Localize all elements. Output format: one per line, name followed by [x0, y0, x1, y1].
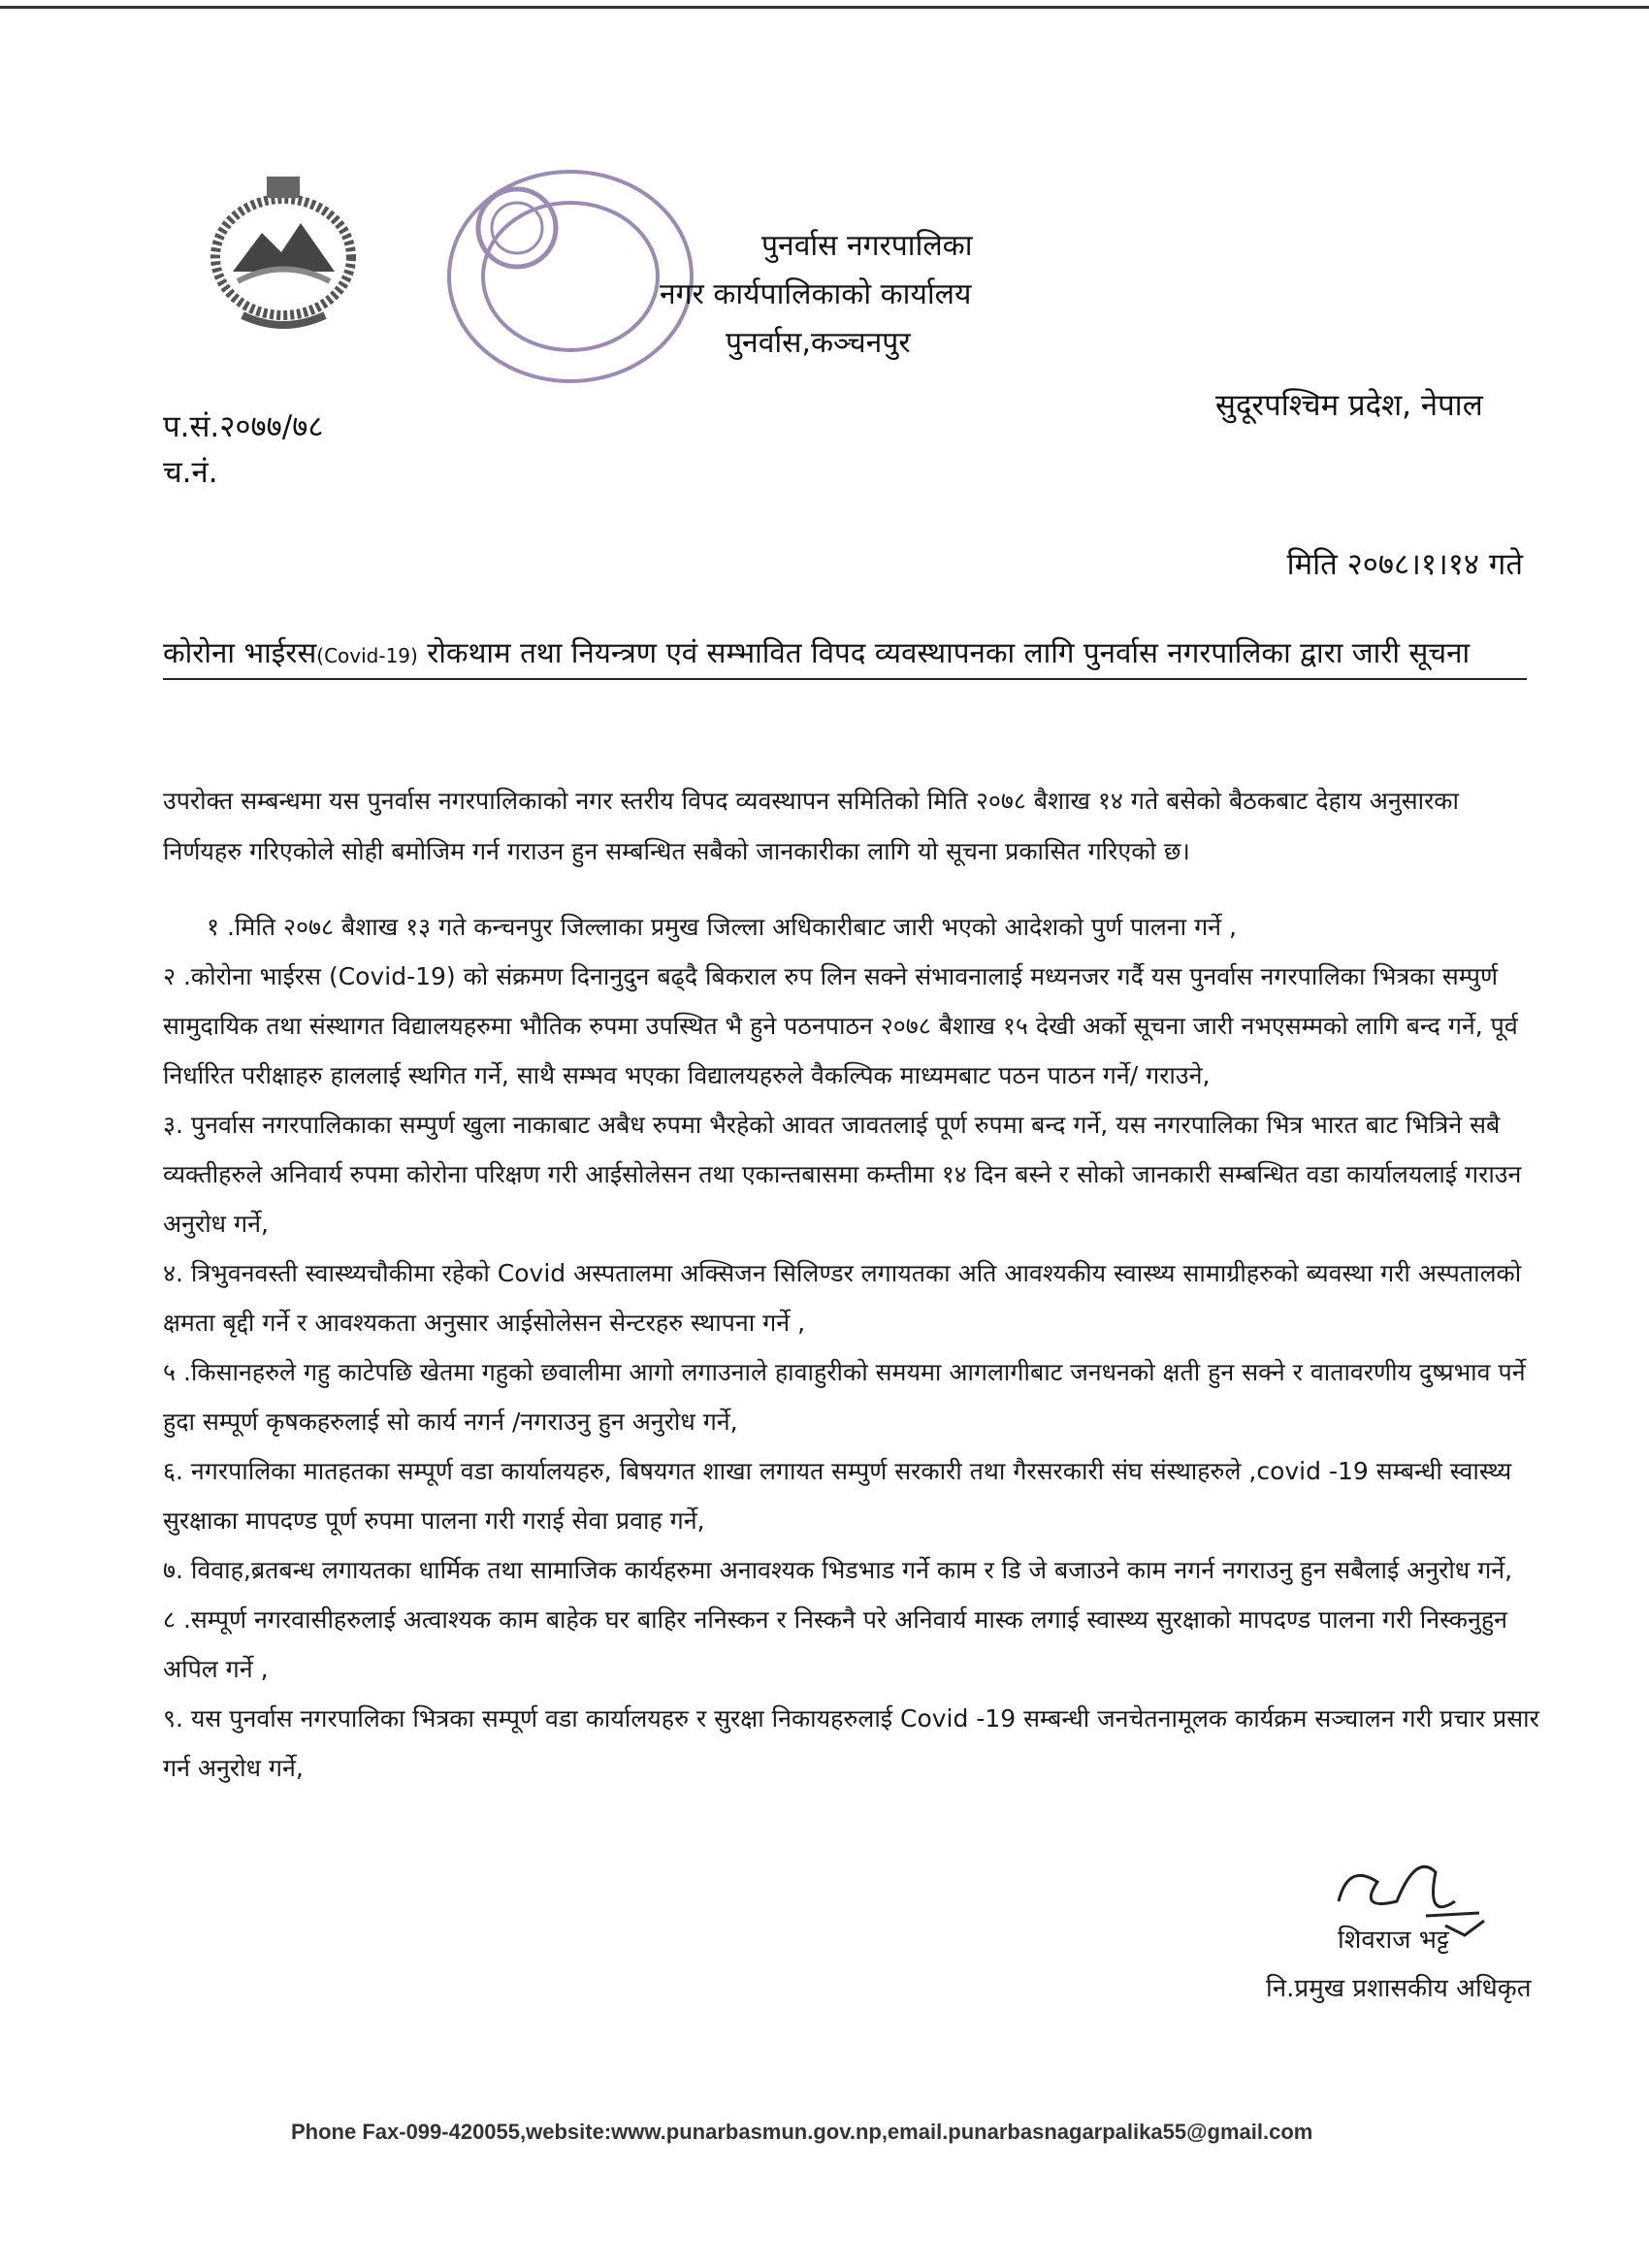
- decision-item-7: ७. विवाह,ब्रतबन्ध लगायतका धार्मिक तथा सामाजिक कार्यहरुमा अनावश्यक भिडभाड गर्ने काम र डि जे बजाउने काम नगर्न नगराउनु हुन सबैलाई अनुरोध गर्ने,: [163, 1556, 1513, 1584]
- intro-paragraph: उपरोक्त सम्बन्धमा यस पुनर्वास नगरपालिकाको नगर स्तरीय विपद व्यवस्थापन समितिको मिति २०७८ बैशाख १४ गते बसेको बैठकबाट देहाय अनुसारका निर्णयहरु गरिएकोले सोही बमोजिम गर्न गराउन हुन सम्बन्धित सबैको जानकारीका लागि यो सूचना प्रकासित गरिएको छ।: [163, 787, 1459, 865]
- signatory-title: नि.प्रमुख प्रशासकीय अधिकृत: [1266, 1974, 1532, 2003]
- signatory-name: शिवराज भट्ट: [1338, 1926, 1449, 1955]
- decision-item-6: ६. नगरपालिका मातहतका सम्पूर्ण वडा कार्यालयहरु, बिषयगत शाखा लगायत सम्पुर्ण सरकारी तथा गैरसरकारी संघ संस्थाहरुले ,covid -19 सम्बन्धी स्वास्थ्य सुरक्षाका मापदण्ड पूर्ण रुपमा पालना गरी गराई सेवा प्रवाह गर्ने,: [163, 1457, 1512, 1535]
- notice-subject: [163, 632, 1527, 680]
- org-name: पुनर्वास नगरपालिका: [761, 229, 973, 263]
- notice-date: मिति २०७८।१।१४ गते: [1286, 547, 1523, 582]
- decision-item-4: ४. त्रिभुवनवस्ती स्वास्थ्यचौकीमा रहेको Covid अस्पतालमा अक्सिजन सिलिण्डर लगायतका अति आवश्यकीय स्वास्थ्य सामाग्रीहरुको ब्यवस्था गरी अस्पतालको क्षमता बृद्दी गर्ने र आवश्यकता अनुसार आईसोलेसन सेन्टरहरु स्थापना गर्ने ,: [163, 1259, 1522, 1337]
- office-name: नगर कार्यपालिकाको कार्यालय: [660, 277, 972, 311]
- letter-number: प.सं.२०७७/७८: [163, 409, 324, 444]
- contact-footer: Phone Fax-099-420055,website:www.punarbasmun.gov.np,email.punarbasnagarpalika55@gmail.com: [291, 2120, 1313, 2144]
- decision-item-8: ८ .सम्पूर्ण नगरवासीहरुलाई अत्वाश्यक काम बाहेक घर बाहिर ननिस्कन र निस्कनै परे अनिवार्य मास्क लगाई स्वास्थ्य सुरक्षाको मापदण्ड पालना गरी निस्कनुहुन अपिल गर्ने ,: [163, 1605, 1508, 1683]
- decision-item-9: ९. यस पुनर्वास नगरपालिका भित्रका सम्पूर्ण वडा कार्यालयहरु र सुरक्षा निकायहरुलाई Covid -19 सम्बन्धी जनचेतनामूलक कार्यक्रम सञ्चालन गरी प्रचार प्रसार गर्न अनुरोध गर्ने,: [163, 1704, 1539, 1782]
- decision-list: [163, 902, 1540, 1793]
- nepal-emblem-logo: [199, 165, 369, 335]
- office-address: पुनर्वास,कञ्चनपुर: [726, 326, 911, 360]
- decision-item-2: २ .कोरोना भाईरस (Covid-19) को संक्रमण दिनानुदुन बढ्दै बिकराल रुप लिन सक्ने संभावनालाई मध्यनजर गर्दै यस पुनर्वास नगरपालिका भित्रका सम्पुर्ण सामुदायिक तथा संस्थागत विद्यालयहरुमा भौतिक रुपमा उपस्थित भै हुने पठनपाठन २०७८ बैशाख १५ देखी अर्को सूचना जारी नभएसम्मको लागि बन्द गर्ने, पूर्व निर्धारित परीक्षाहरु हाललाई स्थगित गर्ने, साथै सम्भव भएका विद्यालयहरुले वैकल्पिक माध्यमबाट पठन पाठन गर्ने/ गराउने,: [163, 962, 1518, 1089]
- subject-covid-tag: (Covid-19): [316, 644, 418, 667]
- subject-part-2: रोकथाम तथा नियन्त्रण एवं सम्भावित विपद व्यवस्थापनका लागि पुनर्वास नगरपालिका द्वारा जारी सूचना: [417, 636, 1471, 669]
- top-border: [0, 6, 1649, 9]
- subject-part-1: कोरोना भाईरस: [163, 636, 317, 669]
- decision-item-1: १ .मिति २०७८ बैशाख १३ गते कन्चनपुर जिल्लाका प्रमुख जिल्ला अधिकारीबाट जारी भएको आदेशको पुर्ण पालना गर्ने ,: [207, 913, 1237, 941]
- decision-item-3: ३. पुनर्वास नगरपालिकाका सम्पुर्ण खुला नाकाबाट अबैध रुपमा भैरहेको आवत जावतलाई पूर्ण रुपमा बन्द गर्ने, यस नगरपालिका भित्र भारत बाट भित्रिने सबै व्यक्तीहरुले अनिवार्य रुपमा कोरोना परिक्षण गरी आईसोलेसन तथा एकान्तबासमा कम्तीमा १४ दिन बस्ने र सोको जानकारी सम्बन्धित वडा कार्यालयलाई गराउन अनुरोध गर्ने,: [163, 1111, 1522, 1238]
- dispatch-number: च.नं.: [163, 455, 218, 490]
- province-name: सुदूरपश्चिम प्रदेश, नेपाल: [1215, 388, 1483, 423]
- decision-item-5: ५ .किसानहरुले गहु काटेपछि खेतमा गहुको छवालीमा आगो लगाउनाले हावाहुरीको समयमा आगलागीबाट जनधनको क्षती हुन सक्ने र वातावरणीय दुष्प्रभाव पर्ने हुदा सम्पूर्ण कृषकहरुलाई सो कार्य नगर्न /नगराउनु हुन अनुरोध गर्ने,: [163, 1358, 1526, 1436]
